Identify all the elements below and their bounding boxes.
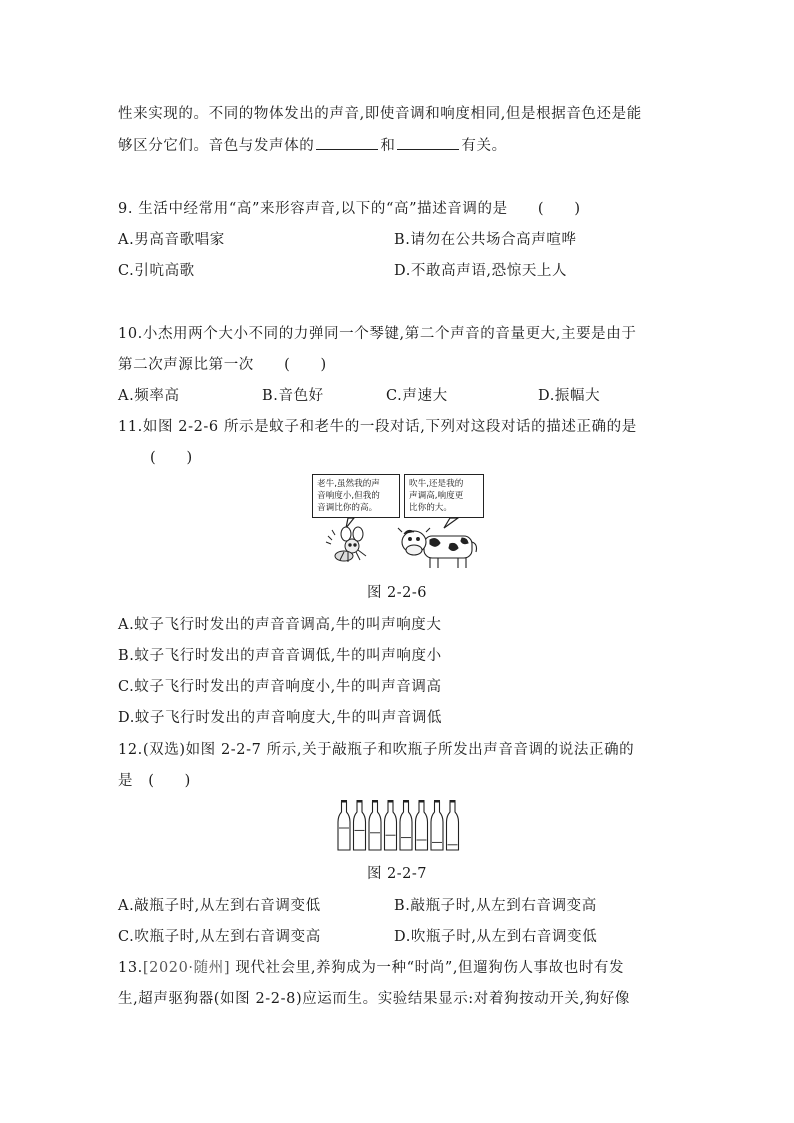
- bottle-icon: [354, 800, 366, 850]
- q11-stem-line-1: 11.如图 2-2-6 所示是蚊子和老牛的一段对话,下列对这段对话的描述正确的是: [118, 419, 637, 435]
- mosquito-icon: [326, 527, 366, 562]
- q9-stem: 9. 生活中经常用“高”来形容声音,以下的“高”描述音调的是 ( ): [118, 201, 581, 217]
- intro-line-2: [118, 134, 507, 155]
- q10-option-c[interactable]: C.声速大: [386, 388, 448, 404]
- bubble-left-line-3: 音调比你的高。: [317, 503, 378, 513]
- bubble-left-line-2: 音响度小,但我的: [317, 491, 380, 501]
- q10-option-d[interactable]: D.振幅大: [538, 388, 601, 404]
- q10-option-a[interactable]: A.频率高: [118, 388, 180, 404]
- q13-number: 13.: [118, 960, 143, 976]
- q9-option-c[interactable]: C.引吭高歌: [118, 263, 195, 279]
- cow-bubble-tail: [444, 518, 458, 528]
- q12-stem-line-1: 12.(双选)如图 2-2-7 所示,关于敲瓶子和吹瓶子所发出声音音调的说法正确的: [118, 742, 635, 758]
- figure-2-2-6: [300, 470, 500, 580]
- q11-option-c[interactable]: C.蚊子飞行时发出的声音响度小,牛的叫声音调高: [118, 679, 442, 695]
- q13-stem-line-1: [118, 956, 624, 977]
- q13-stem-text: 现代社会里,养狗成为一种“时尚”,但遛狗伤人事故也时有发: [230, 960, 625, 976]
- bottle-icon: [369, 800, 381, 850]
- intro-line-1: 性来实现的。不同的物体发出的声音,即使音调和响度相同,但是根据音色还是能: [118, 106, 642, 122]
- bottle-icon: [338, 800, 350, 850]
- q12-option-a[interactable]: A.敲瓶子时,从左到右音调变低: [118, 898, 321, 914]
- q9-option-b[interactable]: B.请勿在公共场合高声喧哗: [394, 232, 577, 248]
- q10-stem-line-1: 10.小杰用两个大小不同的力弹同一个琴键,第二个声音的音量更大,主要是由于: [118, 326, 637, 342]
- intro-line-2-text-c: 有关。: [461, 138, 507, 154]
- answer-blank-2[interactable]: [397, 137, 459, 150]
- q12-option-c[interactable]: C.吹瓶子时,从左到右音调变高: [118, 929, 321, 945]
- bubble-right-line-3: 比你的大。: [409, 503, 452, 513]
- figure-2-2-7-bottles: [334, 798, 464, 854]
- q12-option-d[interactable]: D.吹瓶子时,从左到右音调变低: [394, 929, 598, 945]
- q11-stem-line-2: ( ): [150, 450, 193, 466]
- mosquito-bubble-tail: [346, 518, 354, 528]
- bubble-left-line-1: 老牛,虽然我的声: [317, 479, 380, 489]
- dialogue-illustration: [300, 470, 500, 580]
- intro-line-2-text-a: 够区分它们。音色与发声体的: [118, 138, 315, 154]
- q11-option-b[interactable]: B.蚊子飞行时发出的声音音调低,牛的叫声响度小: [118, 648, 442, 664]
- bottle-icon: [416, 800, 428, 850]
- q9-option-a[interactable]: A.男高音歌唱家: [118, 232, 225, 248]
- cow-icon: [398, 528, 477, 568]
- intro-line-2-text-b: 和: [380, 138, 396, 154]
- figure-2-2-6-caption: 图 2-2-6: [366, 585, 428, 601]
- q9-option-d[interactable]: D.不敢高声语,恐惊天上人: [394, 263, 568, 279]
- q10-stem-line-2: 第二次声源比第一次 ( ): [118, 357, 327, 373]
- bubble-right-line-2: 声调高,响度更: [409, 491, 464, 501]
- bottle-icon: [385, 800, 397, 850]
- q13-stem-line-2: 生,超声驱狗器(如图 2-2-8)应运而生。实验结果显示:对着狗按动开关,狗好像: [118, 991, 630, 1007]
- q12-option-b[interactable]: B.敲瓶子时,从左到右音调变高: [394, 898, 597, 914]
- figure-2-2-7-caption: 图 2-2-7: [366, 866, 428, 882]
- bottle-icon: [431, 800, 443, 850]
- answer-blank-1[interactable]: [316, 137, 378, 150]
- q11-option-d[interactable]: D.蚊子飞行时发出的声音响度大,牛的叫声音调低: [118, 710, 443, 726]
- bottle-icon: [447, 800, 459, 850]
- bottle-icon: [400, 800, 412, 850]
- q12-stem-line-2: 是 ( ): [118, 773, 191, 789]
- q13-source-tag: [2020·随州]: [142, 960, 231, 976]
- q10-option-b[interactable]: B.音色好: [262, 388, 324, 404]
- q11-option-a[interactable]: A.蚊子飞行时发出的声音音调高,牛的叫声响度大: [118, 617, 442, 633]
- bubble-right-line-1: 吹牛,还是我的: [409, 479, 464, 489]
